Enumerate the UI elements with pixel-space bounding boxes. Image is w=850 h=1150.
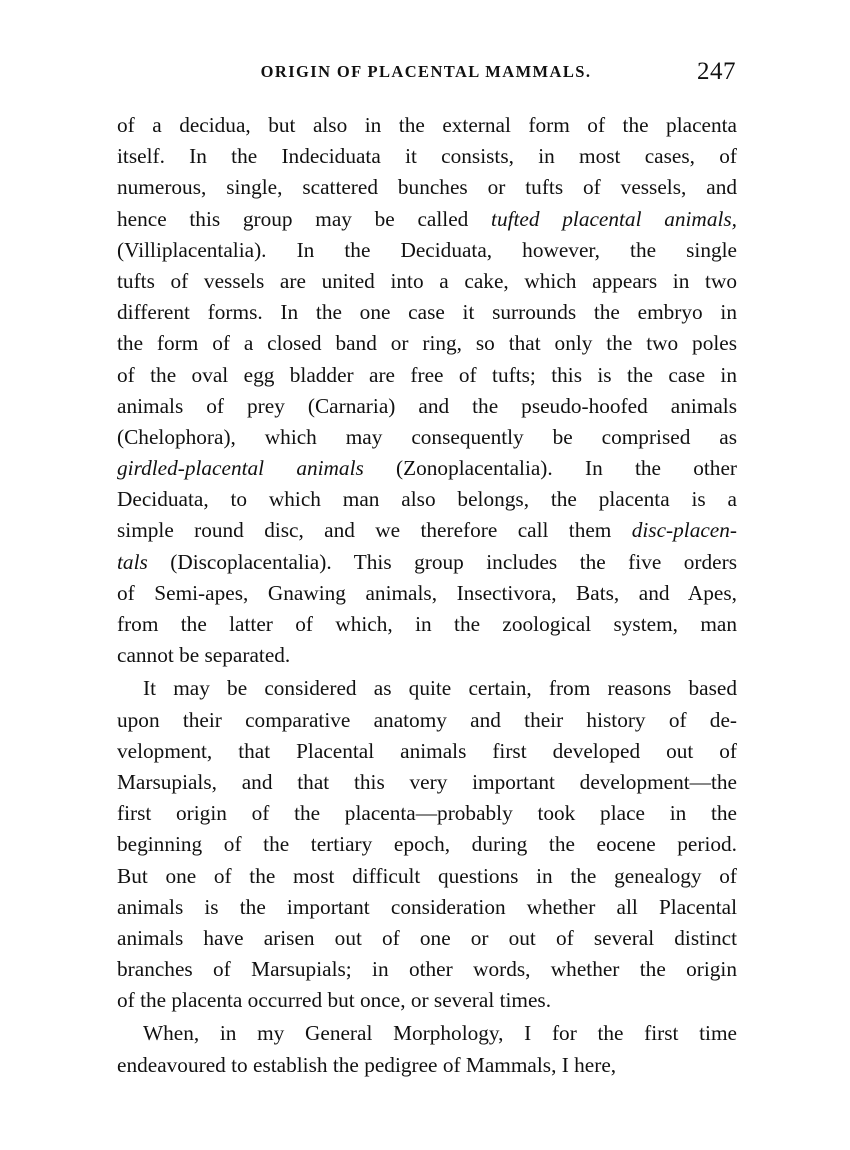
text-line [117, 453, 737, 484]
running-title: ORIGIN OF PLACENTAL MAMMALS. [260, 62, 592, 81]
paragraph [117, 673, 737, 1016]
text-segment: Deciduata, to which man also belongs, the placenta is a [117, 487, 737, 512]
running-head [116, 60, 736, 94]
text-line [117, 705, 737, 736]
text-line [117, 861, 737, 892]
text-line [117, 266, 737, 297]
italic-term: tufted placental animals, [491, 206, 737, 231]
text-segment: cannot be separated. [117, 643, 291, 668]
text-line [117, 892, 737, 923]
text-segment: (Discoplacentalia). This group includes the five orders [147, 549, 737, 574]
text-line [117, 515, 737, 546]
italic-term: girdled-placental animals [117, 456, 364, 481]
text-line [117, 110, 737, 141]
paragraph [117, 1018, 737, 1080]
text-line [117, 484, 737, 515]
text-line [117, 736, 737, 767]
text-segment: itself. In the Indeciduata it consists, in most cases, of [117, 144, 737, 169]
text-segment: But one of the most difficult questions in the genealogy of [117, 863, 737, 888]
text-segment: Marsupials, and that this very important development—the [117, 769, 737, 794]
text-segment: animals is the important consideration whether all Placental [117, 894, 737, 919]
paragraph [117, 110, 737, 671]
text-line [117, 141, 737, 172]
text-segment: of the oval egg bladder are free of tufts; this is the case in [117, 362, 737, 387]
text-segment: of a decidua, but also in the external form of the placenta [117, 113, 737, 137]
text-segment: It may be considered as quite certain, from reasons based [143, 676, 737, 701]
text-segment: beginning of the tertiary epoch, during the eocene period. [117, 832, 737, 857]
text-segment: When, in my General Morphology, I for the first time [143, 1021, 737, 1046]
text-segment: upon their comparative anatomy and their history of de- [117, 707, 737, 732]
text-segment: (Zonoplacentalia). In the other [363, 456, 737, 481]
text-line [117, 609, 737, 640]
text-segment: first origin of the placenta—probably took place in the [117, 801, 737, 826]
text-line [117, 204, 737, 235]
text-line [117, 798, 737, 829]
text-segment: (Chelophora), which may consequently be comprised as [117, 424, 737, 449]
text-segment: endeavoured to establish the pedigree of Mammals, I here, [117, 1052, 617, 1077]
text-segment: animals of prey (Carnaria) and the pseudo-hoofed animals [117, 393, 737, 418]
text-line [117, 172, 737, 203]
text-line [117, 578, 737, 609]
text-line [117, 297, 737, 328]
text-line [117, 673, 737, 704]
text-segment: numerous, single, scattered bunches or tufts of vessels, and [117, 175, 737, 200]
text-segment: of Semi-apes, Gnawing animals, Insectivora, Bats, and Apes, [117, 580, 737, 605]
text-segment: velopment, that Placental animals first developed out of [117, 738, 737, 763]
page-number: 247 [697, 58, 736, 85]
text-segment: animals have arisen out of one or out of several distinct [117, 925, 737, 950]
text-line [117, 767, 737, 798]
text-line [117, 422, 737, 453]
text-line [117, 235, 737, 266]
text-line [117, 391, 737, 422]
text-segment: of the placenta occurred but once, or several times. [117, 988, 552, 1013]
text-segment: the form of a closed band or ring, so that only the two poles [117, 331, 737, 356]
text-segment: different forms. In the one case it surrounds the embryo in [117, 300, 737, 325]
text-line [117, 1050, 737, 1081]
text-line [117, 328, 737, 359]
text-segment: from the latter of which, in the zoological system, man [117, 612, 737, 636]
text-segment: hence this group may be called [117, 206, 492, 231]
text-segment: tufts of vessels are united into a cake, which appears in two [117, 268, 737, 293]
text-segment: branches of Marsupials; in other words, whether the origin [117, 957, 737, 982]
body-text [117, 110, 737, 1081]
text-line [117, 360, 737, 391]
text-line [117, 954, 737, 985]
text-line [117, 1018, 737, 1049]
text-line [117, 985, 737, 1016]
text-line [117, 547, 737, 578]
italic-term: tals [117, 549, 148, 574]
text-line [117, 640, 737, 671]
text-segment: simple round disc, and we therefore call them [117, 518, 632, 543]
text-line [117, 923, 737, 954]
italic-term: disc-placen- [631, 518, 737, 543]
text-segment: (Villiplacentalia). In the Deciduata, however, the single [117, 237, 737, 262]
text-line [117, 829, 737, 860]
